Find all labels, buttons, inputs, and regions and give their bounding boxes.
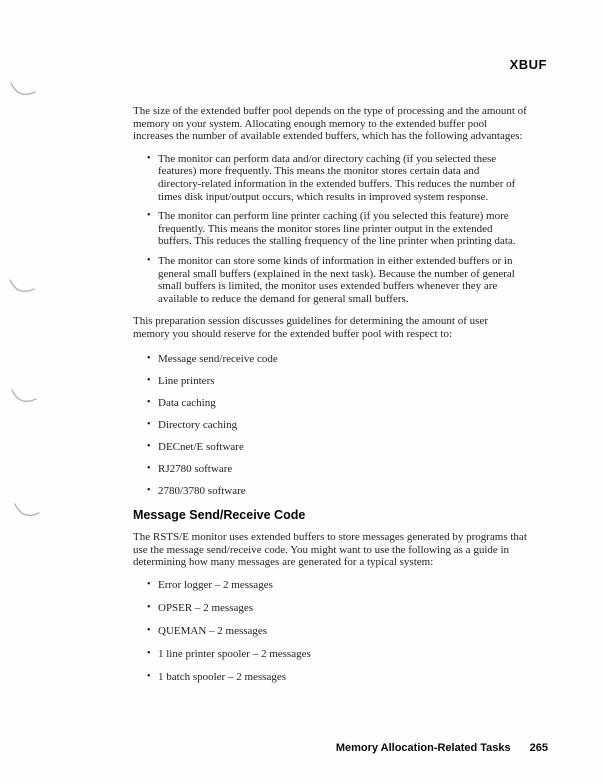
- scan-artifact-mark: [10, 387, 38, 407]
- list-item: [133, 255, 527, 305]
- list-item: [133, 397, 527, 410]
- bullet-icon: •: [147, 210, 151, 222]
- bullet-icon: •: [147, 462, 151, 474]
- messages-list: [133, 579, 527, 684]
- list-item: [133, 463, 527, 476]
- bullet-icon: •: [147, 602, 151, 614]
- guide-paragraph: The RSTS/E monitor uses extended buffers to store messages generated by programs that use the message send/receive code. You might want to use the following as a guide in determining how many messages are generated for a typical system:: [133, 531, 527, 569]
- preparation-paragraph: This preparation session discusses guidelines for determining the amount of user memory you should reserve for the extended buffer pool with respect to:: [133, 315, 488, 340]
- list-item-text: 1 batch spooler – 2 messages: [158, 671, 286, 684]
- list-item-text: The monitor can perform data and/or directory caching (if you selected these features) more frequently. This means the monitor stores certain data and directory-related information in the extended buffers. This reduces the number of times disk input/output occurs, which results in improved system response.: [158, 152, 516, 203]
- list-item-text: The monitor can perform line printer caching (if you selected this feature) more frequently. This means the monitor stores line printer output in the extended buffers. This reduces the stalling frequency of the line printer when printing data.: [158, 210, 516, 248]
- bullet-icon: •: [147, 440, 151, 452]
- list-item-text: RJ2780 software: [158, 462, 233, 475]
- list-item-text: Line printers: [158, 374, 215, 387]
- bullet-icon: •: [147, 152, 151, 164]
- scan-artifact-mark: [13, 501, 41, 521]
- bullet-icon: •: [147, 352, 151, 364]
- list-item: [133, 602, 527, 615]
- intro-paragraph: The size of the extended buffer pool depends on the type of processing and the amount of memory on your system. Allocating enough memory to the extended buffer pool increases the number of available extended buffers, which has the following advantages:: [133, 105, 527, 143]
- footer-label: Memory Allocation-Related Tasks: [335, 742, 511, 754]
- list-item: [133, 441, 527, 454]
- list-item-text: QUEMAN – 2 messages: [158, 625, 268, 638]
- list-item: [133, 625, 527, 638]
- bullet-icon: •: [147, 579, 151, 591]
- list-item: [133, 375, 527, 388]
- bullet-icon: •: [147, 374, 151, 386]
- list-item-text: 2780/3780 software: [158, 485, 246, 498]
- list-item: [133, 353, 527, 366]
- bullet-icon: •: [147, 625, 151, 637]
- bullet-icon: •: [147, 648, 151, 660]
- bullet-icon: •: [147, 485, 151, 497]
- list-item-text: Data caching: [158, 396, 216, 409]
- page-header-title: XBUF: [509, 57, 547, 72]
- page-footer: [336, 742, 548, 754]
- list-item: [133, 648, 527, 661]
- topics-list: [133, 353, 527, 498]
- bullet-icon: •: [147, 396, 151, 408]
- list-item: [133, 579, 527, 592]
- list-item: [133, 210, 527, 248]
- list-item: [133, 153, 527, 203]
- list-item-text: DECnet/E software: [158, 440, 244, 453]
- bullet-icon: •: [147, 418, 151, 430]
- page-number: 265: [529, 742, 548, 754]
- bullet-icon: •: [147, 254, 151, 266]
- section-heading: Message Send/Receive Code: [133, 507, 306, 522]
- list-item-text: Error logger – 2 messages: [158, 579, 273, 592]
- scan-artifact-mark: [9, 80, 37, 100]
- list-item-text: The monitor can store some kinds of information in either extended buffers or in general small buffers (explained in the next task). Because the number of general small buffers is limited, the monitor uses extended buffers whenever they are available to reduce the demand for general small buffers.: [158, 254, 515, 305]
- page-body: [133, 105, 527, 695]
- list-item-text: Message send/receive code: [158, 352, 278, 365]
- list-item: [133, 485, 527, 498]
- list-item: [133, 671, 527, 684]
- list-item-text: OPSER – 2 messages: [158, 602, 254, 615]
- list-item-text: Directory caching: [158, 418, 238, 431]
- advantages-list: [133, 153, 527, 306]
- list-item-text: 1 line printer spooler – 2 messages: [158, 648, 311, 661]
- bullet-icon: •: [147, 671, 151, 683]
- list-item: [133, 419, 527, 432]
- scan-artifact-mark: [8, 277, 36, 297]
